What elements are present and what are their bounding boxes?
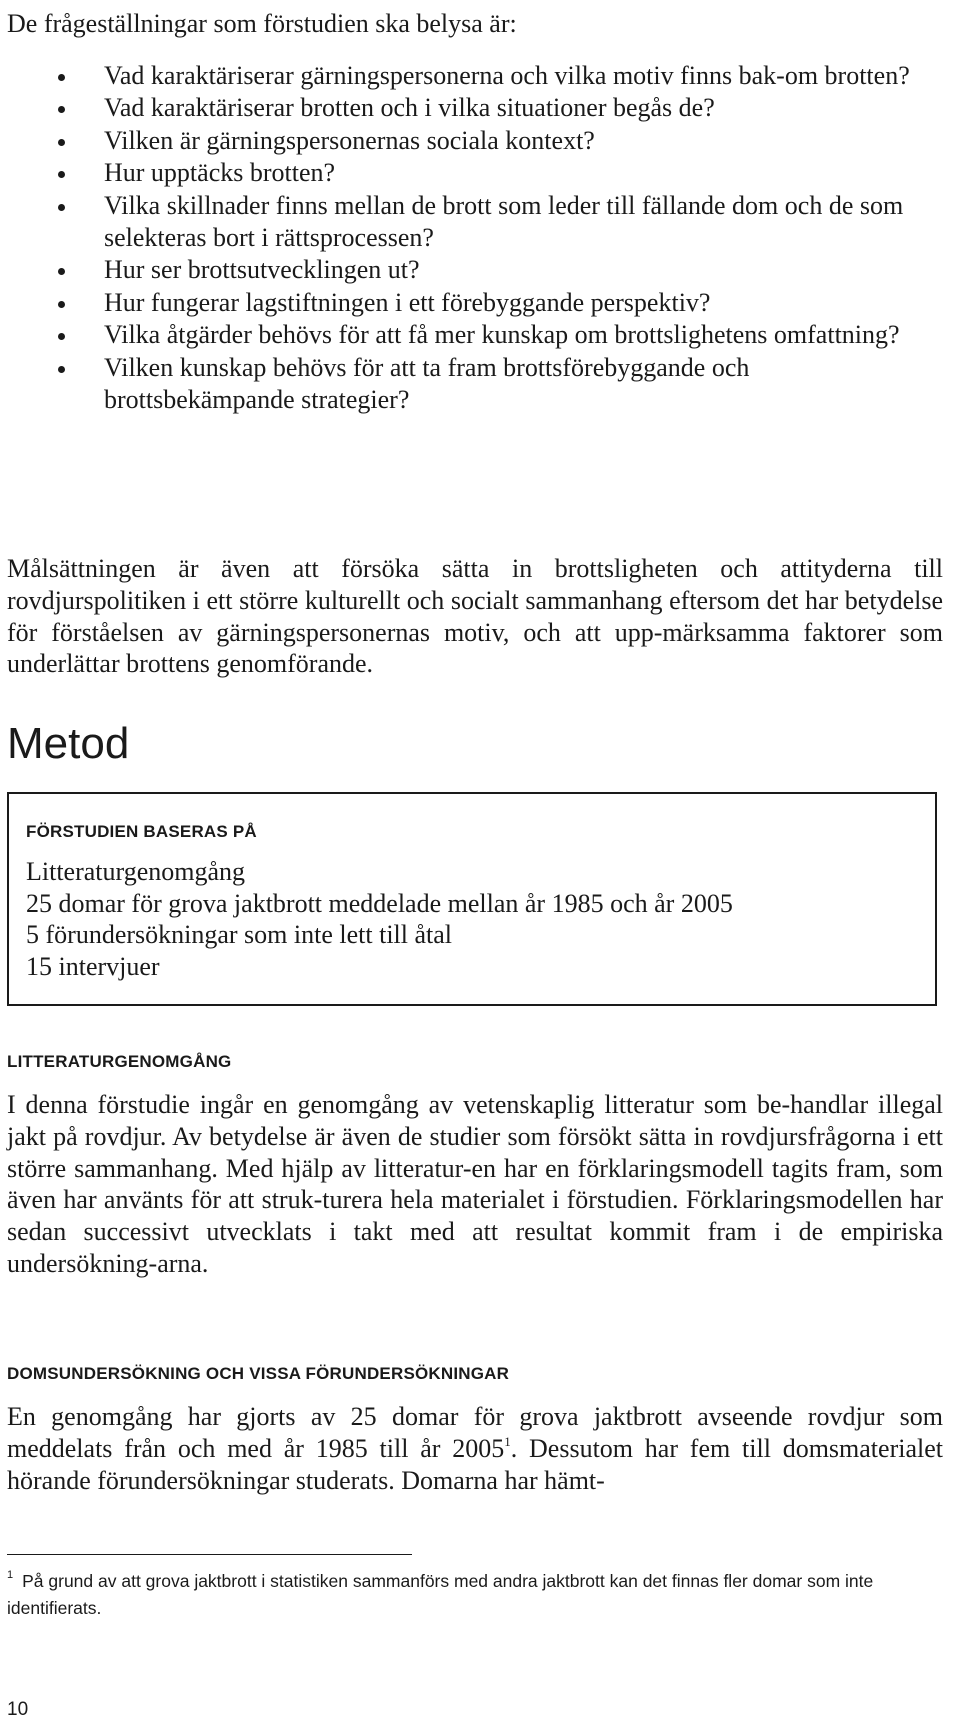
court-cases-paragraph <box>7 1401 943 1496</box>
basis-box <box>7 792 937 1006</box>
court-cases-text-2: . Dessutom har fem till domsmaterialet hörande förundersökningar studerats. Domarna har hämt- <box>7 1433 943 1495</box>
bullet-icon <box>58 74 65 81</box>
footnote <box>7 1568 943 1622</box>
literature-paragraph: I denna förstudie ingår en genomgång av vetenskaplig litteratur som be-handlar illegal jakt på rovdjur. Av betydelse är även de studier som försökt sätta in rovdjursfrågorna i ett större sammanhang. Med hjälp av litteratur-en har en förklaringsmodell tagits fram, som även har använts för att struk-turera hela materialet i förstudien. Förklaringsmodellen har sedan successivt utvecklats i takt med att resultat kommit fram i de empiriska undersökning-arna. <box>7 1090 943 1278</box>
bullet-icon <box>58 301 65 308</box>
footnote-reference[interactable]: 1 <box>504 1433 511 1449</box>
bullet-icon <box>58 333 65 340</box>
list-item-text: Hur upptäcks brotten? <box>104 158 336 188</box>
section-heading-court-cases: DOMSUNDERSÖKNING OCH VISSA FÖRUNDERSÖKNINGAR <box>7 1364 510 1383</box>
basis-list-item: Litteraturgenomgång <box>26 857 246 886</box>
footnote-text: På grund av att grova jaktbrott i statistiken sammanförs med andra jaktbrott kan det finnas fler domar som inte identifierats. <box>7 1571 874 1618</box>
list-item-text: Vad karaktäriserar brotten och i vilka situationer begås de? <box>104 93 715 123</box>
bullet-icon <box>58 366 65 373</box>
list-item <box>7 254 942 286</box>
method-heading: Metod <box>7 719 130 768</box>
basis-list-item: 25 domar för grova jaktbrott meddelade mellan år 1985 och år 2005 <box>26 888 733 918</box>
list-item-text: Hur fungerar lagstiftningen i ett förebyggande perspektiv? <box>104 287 711 317</box>
list-item <box>7 287 942 319</box>
bullet-icon <box>58 139 65 146</box>
footnote-number: 1 <box>7 1569 14 1581</box>
bullet-icon <box>58 106 65 113</box>
basis-list-item: 15 intervjuer <box>26 951 160 981</box>
list-item-text: Vad karaktäriserar gärningspersonerna och vilka motiv finns bak-om brotten? <box>104 61 910 90</box>
basis-list-item: 5 förundersökningar som inte lett till åtal <box>26 920 453 949</box>
bullet-icon <box>58 171 65 178</box>
list-item-text: Vilken är gärningspersonernas sociala kontext? <box>104 125 595 155</box>
list-item <box>7 190 942 255</box>
list-item-text: Vilka åtgärder behövs för att få mer kunskap om brottslighetens omfattning? <box>104 320 900 350</box>
court-cases-text-1: En genomgång har gjorts av 25 domar för grova jaktbrott avseende rovdjur som meddelats från och med år 1985 till år 2005 <box>7 1402 943 1463</box>
intro-text: De frågeställningar som förstudien ska belysa är: <box>7 9 517 38</box>
goal-paragraph: Målsättningen är även att försöka sätta in brottsligheten och attityderna till rovdjurspolitiken i ett större kulturellt och socialt sammanhang eftersom det har betydelse för förståelsen av gärningspersonernas motiv, och att upp-märksamma faktorer som underlättar brottens genomförande. <box>7 554 943 679</box>
list-item <box>7 125 942 157</box>
bullet-icon <box>58 204 65 211</box>
footnote-divider <box>7 1554 412 1555</box>
list-item <box>7 60 942 92</box>
list-item <box>7 92 942 124</box>
basis-list <box>26 856 733 982</box>
list-item <box>7 319 942 351</box>
list-item <box>7 352 942 417</box>
question-list <box>7 60 942 416</box>
section-heading-literature: LITTERATURGENOMGÅNG <box>7 1052 232 1071</box>
basis-box-heading: FÖRSTUDIEN BASERAS PÅ <box>26 822 257 841</box>
list-item-text: Hur ser brottsutvecklingen ut? <box>104 255 420 285</box>
list-item <box>7 157 942 189</box>
page-number: 10 <box>7 1699 29 1720</box>
list-item-text: Vilken kunskap behövs för att ta fram brottsförebyggande och brottsbekämpande strategier? <box>104 352 750 415</box>
bullet-icon <box>58 268 65 275</box>
list-item-text: Vilka skillnader finns mellan de brott som leder till fällande dom och de som selekteras bort i rättsprocessen? <box>104 190 904 253</box>
